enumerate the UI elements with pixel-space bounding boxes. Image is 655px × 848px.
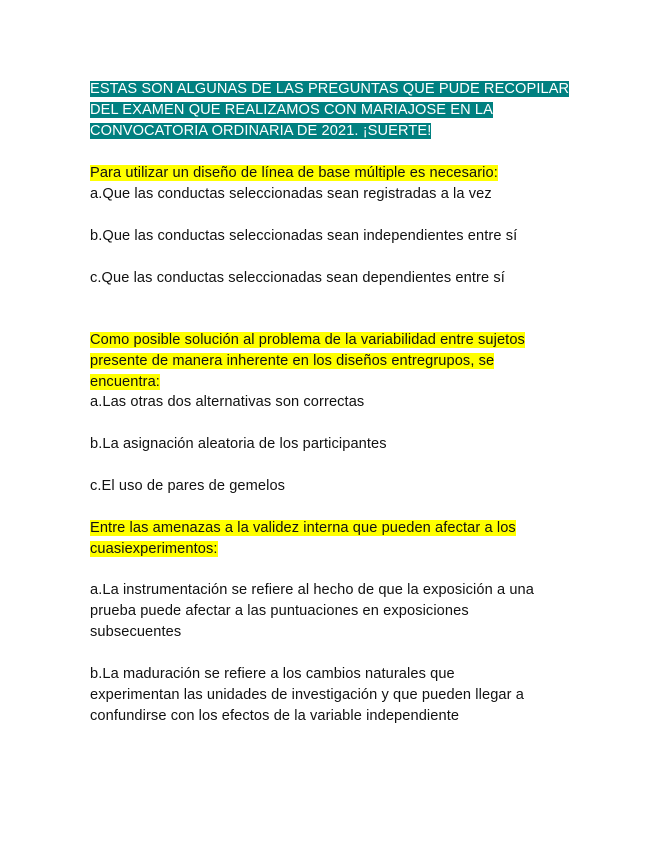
question-3-line-1 [90, 518, 516, 539]
question-1-option-a [90, 184, 492, 205]
question-3-option-b-line-3 [90, 706, 459, 727]
question-2-line-3 [90, 372, 160, 393]
option-text: c.Que las conductas seleccionadas sean dependientes entre sí [90, 270, 505, 286]
option-text: subsecuentes [90, 624, 182, 640]
question-2-line-2 [90, 351, 494, 372]
question-text: presente de manera inherente en los diseños entregrupos, se [90, 353, 495, 369]
question-2-option-a [90, 392, 364, 413]
option-text: b.La maduración se refiere a los cambios naturales que [90, 666, 455, 682]
option-text: b.La asignación aleatoria de los participantes [90, 436, 387, 452]
header-text: CONVOCATORIA ORDINARIA DE 2021. ¡SUERTE! [90, 123, 432, 139]
question-1-line-1 [90, 163, 498, 184]
question-text: encuentra: [90, 374, 160, 390]
question-2-option-b [90, 434, 387, 455]
question-3-option-b-line-1 [90, 664, 455, 685]
option-text: a.Las otras dos alternativas son correctas [90, 394, 365, 410]
question-3-option-a-line-3 [90, 622, 181, 643]
option-text: a.Que las conductas seleccionadas sean registradas a la vez [90, 186, 492, 202]
question-text: Entre las amenazas a la validez interna que pueden afectar a los [90, 520, 516, 536]
question-3-option-a-line-2 [90, 601, 469, 622]
option-text: confundirse con los efectos de la variable independiente [90, 708, 460, 724]
question-3-option-a-line-1 [90, 580, 534, 601]
option-text: b.Que las conductas seleccionadas sean independientes entre sí [90, 228, 518, 244]
header-line-3 [90, 121, 431, 142]
question-2-option-c [90, 476, 285, 497]
question-2-line-1 [90, 330, 525, 351]
question-text: Como posible solución al problema de la variabilidad entre sujetos [90, 332, 525, 348]
question-1-option-c [90, 268, 505, 289]
question-1-option-b [90, 226, 517, 247]
header-line-2 [90, 100, 493, 121]
option-text: experimentan las unidades de investigación y que pueden llegar a [90, 687, 524, 703]
option-text: a.La instrumentación se refiere al hecho de que la exposición a una [90, 582, 534, 598]
question-text: Para utilizar un diseño de línea de base múltiple es necesario: [90, 165, 498, 181]
option-text: prueba puede afectar a las puntuaciones en exposiciones [90, 603, 469, 619]
header-text: ESTAS SON ALGUNAS DE LAS PREGUNTAS QUE PUDE RECOPILAR [90, 81, 570, 97]
header-text: DEL EXAMEN QUE REALIZAMOS CON MARIAJOSE EN LA [90, 102, 493, 118]
header-line-1 [90, 79, 569, 100]
question-text: cuasiexperimentos: [90, 541, 218, 557]
option-text: c.El uso de pares de gemelos [90, 478, 286, 494]
question-3-option-b-line-2 [90, 685, 524, 706]
question-3-line-2 [90, 539, 218, 560]
